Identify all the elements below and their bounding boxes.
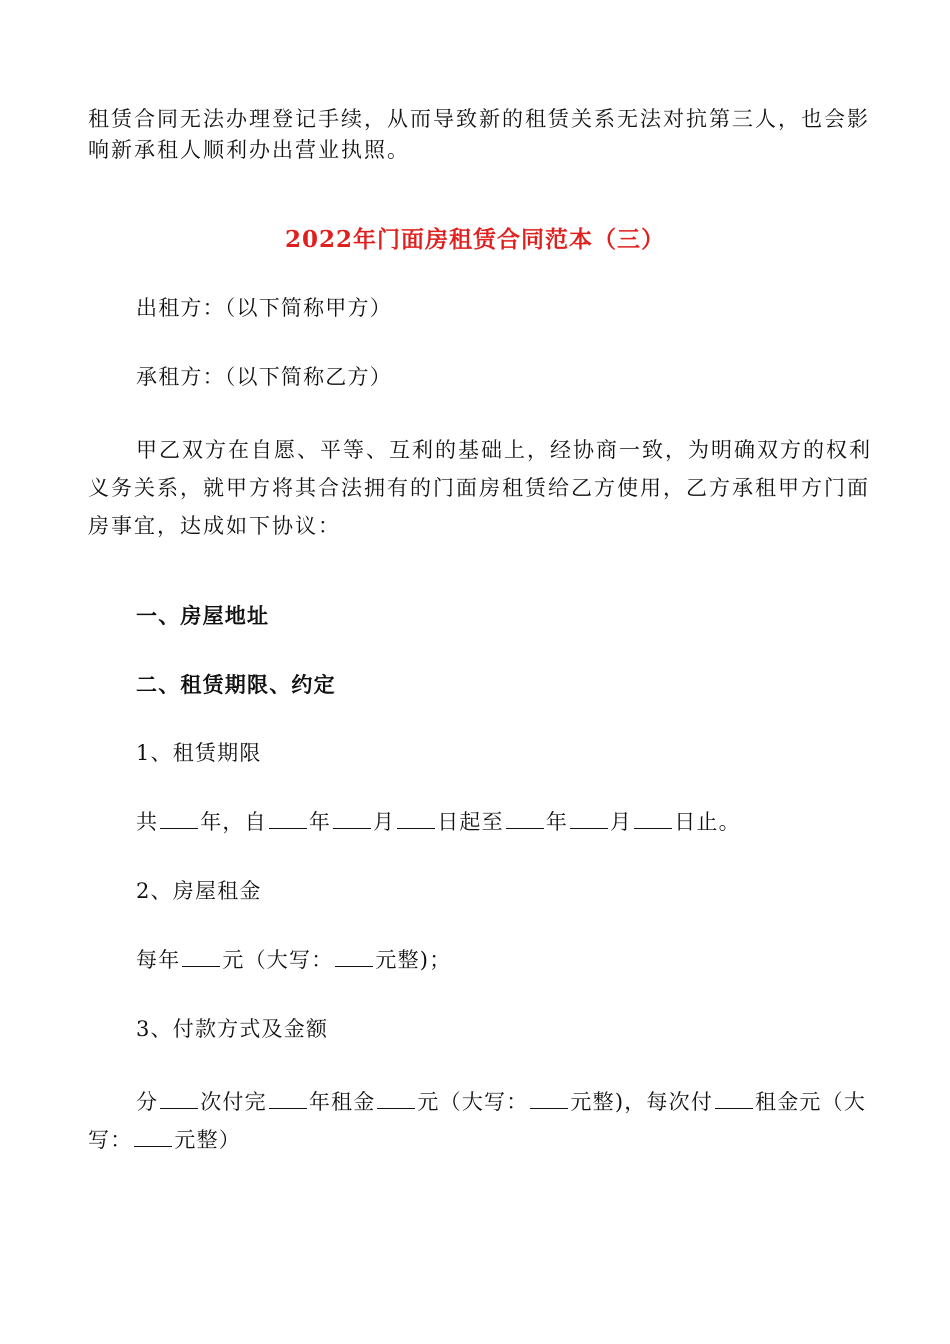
payment-text-2: 次付完: [200, 1090, 267, 1114]
blank-start-day[interactable]: [397, 810, 435, 829]
term-text-5: 日起至: [437, 810, 504, 834]
blank-rent-amount[interactable]: [182, 948, 220, 967]
payment-text-1: 分: [136, 1090, 159, 1114]
blank-total-amount-words[interactable]: [530, 1090, 568, 1109]
lessor-line: 出租方：（以下简称甲方）: [136, 296, 392, 320]
blank-installment-amount-words[interactable]: [134, 1128, 172, 1147]
rent-text-2: 元（大写：: [222, 948, 334, 972]
term-text-2: 年，自: [200, 810, 267, 834]
payment-text-7: 元整）: [174, 1128, 242, 1152]
item-heading-rent: 2、房屋租金: [136, 879, 262, 903]
payment-text-4: 元（大写：: [417, 1090, 529, 1114]
payment-text-6: 租金元（大写：: [88, 1090, 867, 1152]
lease-period-line: [88, 807, 878, 838]
blank-end-month[interactable]: [570, 810, 608, 829]
blank-end-year[interactable]: [506, 810, 544, 829]
term-text-3: 年: [308, 810, 332, 834]
item-heading-lease-period: 1、租赁期限: [136, 741, 262, 765]
payment-paragraph: [88, 1083, 878, 1159]
item-heading-payment: 3、付款方式及金额: [136, 1017, 329, 1041]
blank-total-amount[interactable]: [377, 1090, 415, 1109]
section-heading-term: 二、租赁期限、约定: [136, 672, 336, 697]
blank-installments[interactable]: [160, 1090, 198, 1109]
term-text-7: 月: [610, 810, 633, 834]
intro-paragraph: 租赁合同无法办理登记手续，从而导致新的租赁关系无法对抗第三人，也会影响新承租人顺利办出营业执照。: [88, 107, 870, 162]
rent-text-3: 元整)；: [375, 948, 452, 972]
term-text-1: 共: [136, 810, 159, 834]
blank-end-day[interactable]: [634, 810, 672, 829]
payment-text-3: 年租金: [308, 1090, 376, 1114]
rent-text-1: 每年: [136, 948, 181, 972]
term-text-6: 年: [545, 810, 569, 834]
blank-rent-years[interactable]: [269, 1090, 307, 1109]
blank-years[interactable]: [160, 810, 198, 829]
blank-start-year[interactable]: [269, 810, 307, 829]
blank-rent-amount-words[interactable]: [335, 948, 373, 967]
section-heading-address: 一、房屋地址: [136, 603, 270, 628]
term-text-4: 月: [373, 810, 396, 834]
page-title: 2022年门面房租赁合同范本（三）: [284, 226, 665, 253]
blank-installment-amount[interactable]: [715, 1090, 753, 1109]
term-text-8: 日止。: [674, 810, 741, 834]
payment-text-5: 元整)，每次付: [570, 1090, 714, 1114]
blank-start-month[interactable]: [333, 810, 371, 829]
lessee-line: 承租方：（以下简称乙方）: [136, 365, 392, 389]
preamble-paragraph: 甲乙双方在自愿、平等、互利的基础上，经协商一致，为明确双方的权利义务关系，就甲方将其合法拥有的门面房租赁给乙方使用，乙方承租甲方门面房事宜，达成如下协议：: [88, 438, 872, 538]
rent-line: [88, 945, 878, 976]
